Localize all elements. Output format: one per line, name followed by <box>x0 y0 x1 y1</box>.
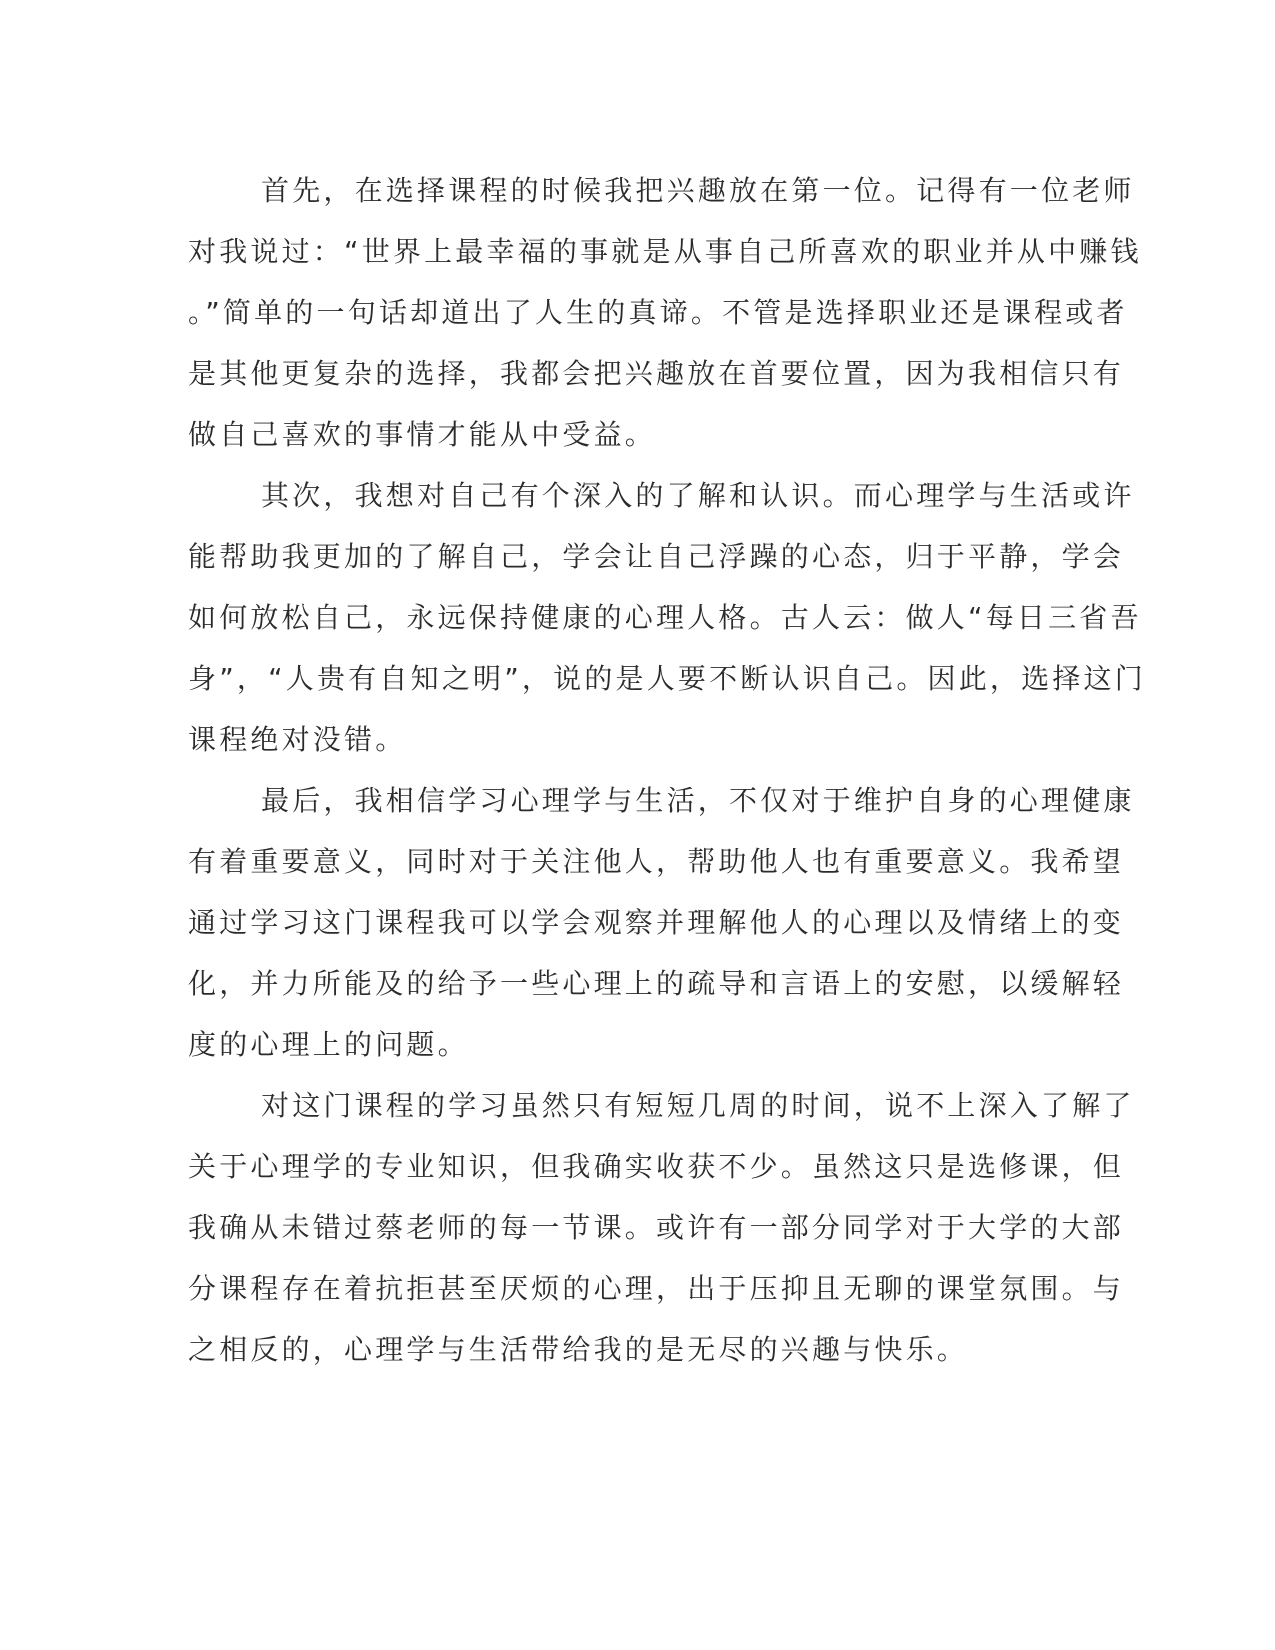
paragraph-helping-others <box>188 770 1135 1075</box>
paragraph-line: 能帮助我更加的了解自己，学会让自己浮躁的心态，归于平静，学会 <box>188 540 1125 573</box>
paragraph-line: 是其他更复杂的选择，我都会把兴趣放在首要位置，因为我相信只有 <box>188 357 1125 390</box>
paragraph-line: 如何放松自己，永远保持健康的心理人格。古人云：做人“每日三省吾 <box>188 601 1142 634</box>
paragraph-line: 分课程存在着抗拒甚至厌烦的心理，出于压抑且无聊的课堂氛围。与 <box>188 1272 1125 1305</box>
paragraph-interest-first <box>188 160 1142 465</box>
paragraph-self-knowledge <box>188 465 1146 770</box>
paragraph-line: 其次，我想对自己有个深入的了解和认识。而心理学与生活或许 <box>261 479 1135 512</box>
paragraph-line: 首先，在选择课程的时候我把兴趣放在第一位。记得有一位老师 <box>261 174 1135 207</box>
paragraph-line: 之相反的，心理学与生活带给我的是无尽的兴趣与快乐。 <box>188 1333 969 1366</box>
paragraph-line: 。”简单的一句话却道出了人生的真谛。不管是选择职业还是课程或者 <box>188 296 1128 329</box>
paragraph-line: 度的心理上的问题。 <box>188 1028 469 1061</box>
paragraph-line: 身”，“人贵有自知之明”，说的是人要不断认识自己。因此，选择这门 <box>188 662 1146 695</box>
paragraph-line: 对这门课程的学习虽然只有短短几周的时间，说不上深入了解了 <box>261 1089 1135 1122</box>
paragraph-line: 关于心理学的专业知识，但我确实收获不少。虽然这只是选修课，但 <box>188 1150 1125 1183</box>
paragraph-line: 通过学习这门课程我可以学会观察并理解他人的心理以及情绪上的变 <box>188 906 1125 939</box>
paragraph-line: 化，并力所能及的给予一些心理上的疏导和言语上的安慰，以缓解轻 <box>188 967 1125 1000</box>
paragraph-line: 对我说过：“世界上最幸福的事就是从事自己所喜欢的职业并从中赚钱 <box>188 235 1142 268</box>
paragraph-course-reflection <box>188 1075 1135 1380</box>
paragraph-line: 我确从未错过蔡老师的每一节课。或许有一部分同学对于大学的大部 <box>188 1211 1125 1244</box>
paragraph-line: 最后，我相信学习心理学与生活，不仅对于维护自身的心理健康 <box>261 784 1135 817</box>
paragraph-line: 课程绝对没错。 <box>188 723 407 756</box>
paragraph-line: 有着重要意义，同时对于关注他人，帮助他人也有重要意义。我希望 <box>188 845 1125 878</box>
paragraph-line: 做自己喜欢的事情才能从中受益。 <box>188 418 657 451</box>
